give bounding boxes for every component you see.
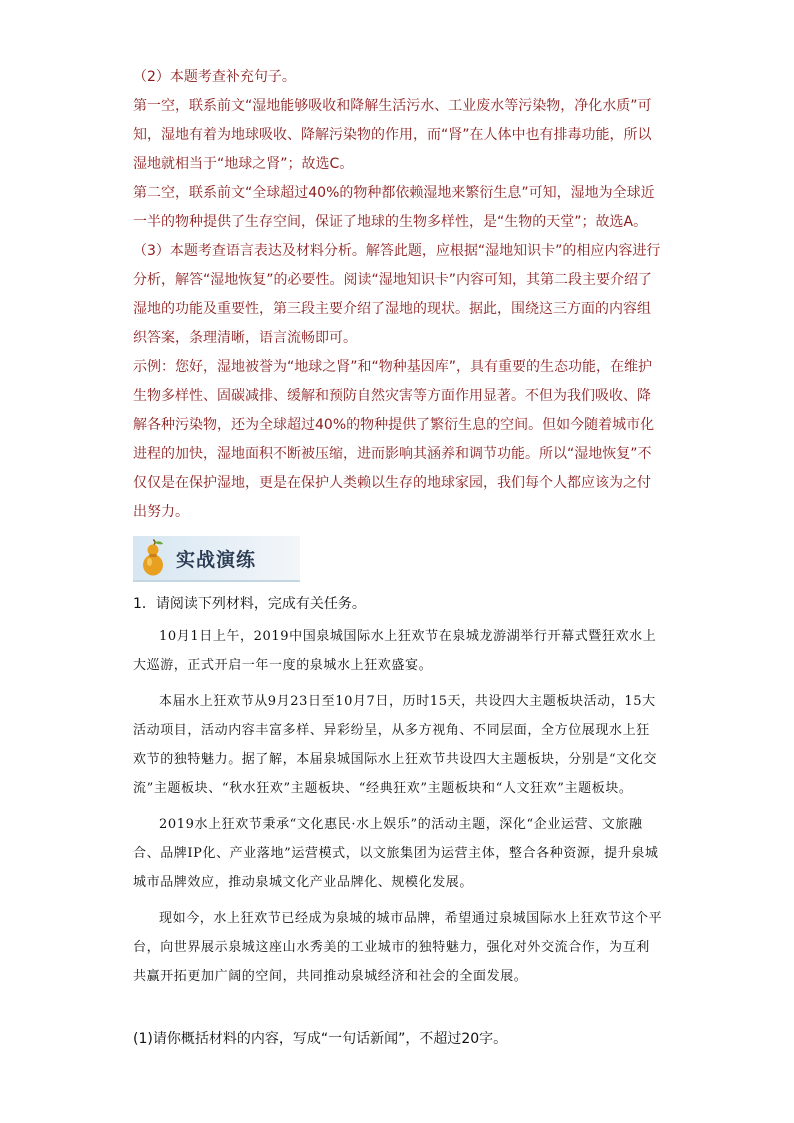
q2-blank2-explanation: 第二空，联系前文“全球超过40%的物种都依赖湿地来繁衍生息”可知，湿地为全球近一半的物种提供了生存空间，保证了地球的生物多样性，是“生物的天堂”；故选A。: [133, 185, 655, 230]
answer-section: [133, 63, 663, 527]
q3-explanation: （3）本题考查语言表达及材料分析。解答此题，应根据“湿地知识卡”的相应内容进行分析，解答“湿地恢复”的必要性。阅读“湿地知识卡”内容可知，其第二段主要介绍了湿地的功能及重要性，第三段主要介绍了湿地的现状。据此，围绕这三方面的内容组织答案，条理清晰，语言流畅即可。: [133, 243, 661, 346]
task-intro: 1．请阅读下列材料，完成有关任务。: [133, 596, 366, 612]
q2-blank1-explanation: 第一空，联系前文“湿地能够吸收和降解生活污水、工业废水等污染物，净化水质”可知，湿地有着为地球吸收、降解污染物的作用，而“肾”在人体中也有排毒功能，所以湿地就相当于“地球之肾”；故选C。: [133, 98, 652, 172]
material-paragraph: 2019水上狂欢节秉承“文化惠民·水上娱乐”的活动主题，深化“企业运营、文旅融合、品牌IP化、产业落地”运营模式，以文旅集团为运营主体，整合各种资源，提升泉城城市品牌效应，推动泉城文化产业品牌化、规模化发展。: [133, 817, 659, 890]
material-paragraph: 现如今，水上狂欢节已经成为泉城的城市品牌，希望通过泉城国际水上狂欢节这个平台，向世界展示泉城这座山水秀美的工业城市的独特魅力，强化对外交流合作，为互利共赢开拓更加广阔的空间，共同推动泉城经济和社会的全面发展。: [133, 911, 663, 984]
question-1: (1)请你概括材料的内容，写成“一句话新闻”，不超过20字。: [133, 1031, 508, 1047]
reading-material: [133, 622, 663, 998]
material-paragraph: 10月1日上午，2019中国泉城国际水上狂欢节在泉城龙游湖举行开幕式暨狂欢水上大巡游，正式开启一年一度的泉城水上狂欢盛宴。: [133, 629, 657, 673]
section-title: 实战演练: [176, 548, 257, 571]
gourd-icon: [136, 538, 170, 578]
q2-heading: （2）本题考查补充句子。: [133, 69, 296, 85]
section-banner: [133, 536, 300, 582]
example-answer: 示例：您好，湿地被誉为“地球之肾”和“物种基因库”，具有重要的生态功能，在维护生物多样性、固碳减排、缓解和预防自然灾害等方面作用显著。不但为我们吸收、降解各种污染物，还为全球超过40%的物种提供了繁衍生息的空间。但如今随着城市化进程的加快，湿地面积不断被压缩，进而影响其涵养和调节功能。所以“湿地恢复”不仅仅是在保护湿地，更是在保护人类赖以生存的地球家园，我们每个人都应该为之付出努力。: [133, 359, 655, 520]
material-paragraph: 本届水上狂欢节从9月23日至10月7日，历时15天，共设四大主题板块活动，15大活动项目，活动内容丰富多样、异彩纷呈，从多方视角、不同层面，全方位展现水上狂欢节的独特魅力。据了解，本届泉城国际水上狂欢节共设四大主题板块，分别是“文化交流”主题板块、“秋水狂欢”主题板块、“经典狂欢”主题板块和“人文狂欢”主题板块。: [133, 694, 658, 796]
